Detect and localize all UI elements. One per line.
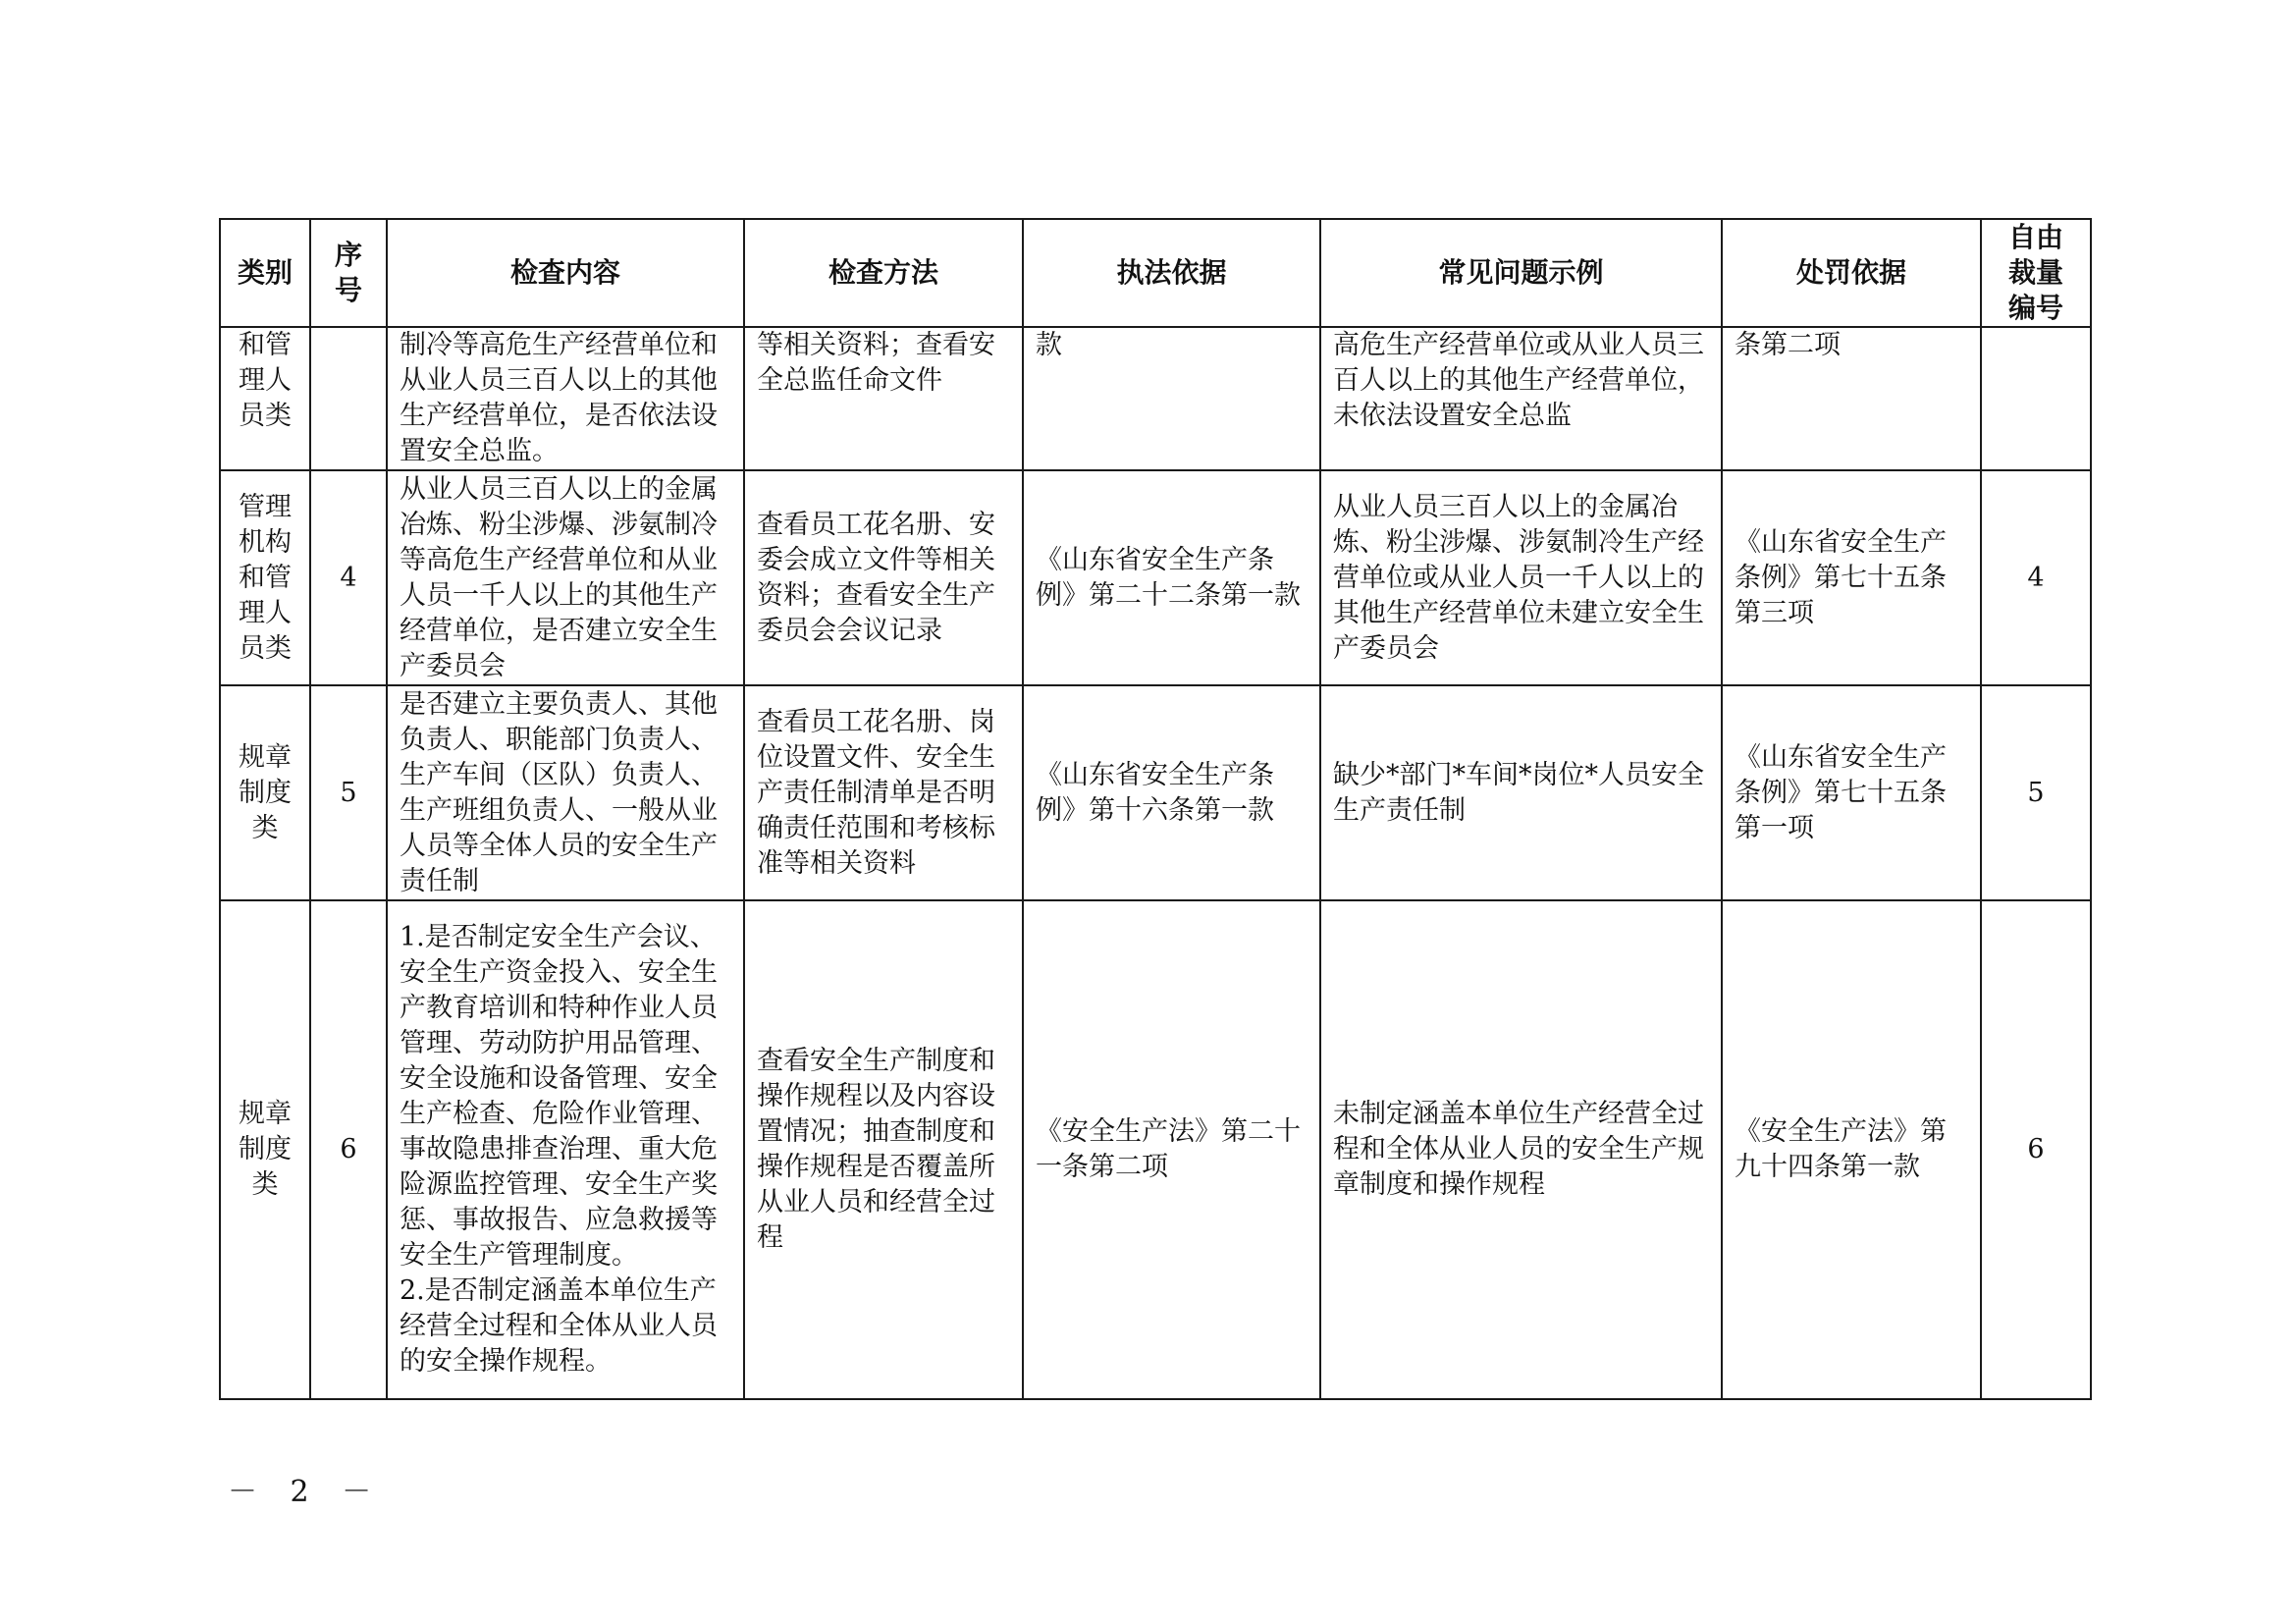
row3-category: 规章制度类 [220,685,310,900]
table-row [220,470,2091,685]
row4-content-item-1: 1.是否制定安全生产会议、安全生产资金投入、安全生产教育培训和特种作业人员管理、劳动防护用品管理、安全设施和设备管理、安全生产检查、危险作业管理、事故隐患排查治理、重大危险源监控管理、安全生产奖惩、事故报告、应急救援等安全生产管理制度。 [400,922,718,1271]
row4-issues: 未制定涵盖本单位生产经营全过程和全体从业人员的安全生产规章制度和操作规程 [1320,900,1722,1399]
row3-discretion: 5 [1981,685,2091,900]
row2-method: 查看员工花名册、安委会成立文件等相关资料；查看安全生产委员会会议记录 [744,470,1023,685]
row1-content: 制冷等高危生产经营单位和从业人员三百人以上的其他生产经营单位，是否依法设置安全总监。 [387,327,744,470]
header-penalty: 处罚依据 [1722,219,1981,327]
table-row [220,327,2091,470]
row2-discretion: 4 [1981,470,2091,685]
row3-issues: 缺少*部门*车间*岗位*人员安全生产责任制 [1320,685,1722,900]
row2-issues: 从业人员三百人以上的金属冶炼、粉尘涉爆、涉氨制冷生产经营单位或从业人员一千人以上的其他生产经营单位未建立安全生产委员会 [1320,470,1722,685]
header-seq: 序号 [310,219,387,327]
row3-seq: 5 [310,685,387,900]
row2-penalty: 《山东省安全生产条例》第七十五条第三项 [1722,470,1981,685]
row4-discretion: 6 [1981,900,2091,1399]
row2-basis: 《山东省安全生产条例》第二十二条第一款 [1023,470,1320,685]
row1-issues: 高危生产经营单位或从业人员三百人以上的其他生产经营单位，未依法设置安全总监 [1320,327,1722,470]
header-basis: 执法依据 [1023,219,1320,327]
inspection-table [219,218,2092,1400]
table-row [220,685,2091,900]
header-content: 检查内容 [387,219,744,327]
row3-penalty: 《山东省安全生产条例》第七十五条第一项 [1722,685,1981,900]
row3-method: 查看员工花名册、岗位设置文件、安全生产责任制清单是否明确责任范围和考核标准等相关资料 [744,685,1023,900]
row3-basis: 《山东省安全生产条例》第十六条第一款 [1023,685,1320,900]
table-header-row [220,219,2091,327]
header-issues: 常见问题示例 [1320,219,1722,327]
row1-category: 和管理人员类 [220,327,310,470]
row1-method: 等相关资料；查看安全总监任命文件 [744,327,1023,470]
row2-seq: 4 [310,470,387,685]
header-discretion: 自由裁量编号 [1981,219,2091,327]
row1-discretion [1981,327,2091,470]
header-method: 检查方法 [744,219,1023,327]
page-number: － 2 － [228,1475,384,1509]
row1-basis: 款 [1023,327,1320,470]
row2-category: 管理机构和管理人员类 [220,470,310,685]
row1-penalty: 条第二项 [1722,327,1981,470]
row1-seq [310,327,387,470]
row4-content [387,900,744,1399]
row4-content-item-2: 2.是否制定涵盖本单位生产经营全过程和全体从业人员的安全操作规程。 [400,1275,718,1377]
row4-category: 规章制度类 [220,900,310,1399]
row2-content: 从业人员三百人以上的金属冶炼、粉尘涉爆、涉氨制冷等高危生产经营单位和从业人员一千人以上的其他生产经营单位，是否建立安全生产委员会 [387,470,744,685]
row4-penalty: 《安全生产法》第九十四条第一款 [1722,900,1981,1399]
row4-method: 查看安全生产制度和操作规程以及内容设置情况；抽查制度和操作规程是否覆盖所从业人员和经营全过程 [744,900,1023,1399]
header-category: 类别 [220,219,310,327]
row4-basis: 《安全生产法》第二十一条第二项 [1023,900,1320,1399]
table-row [220,900,2091,1399]
row3-content: 是否建立主要负责人、其他负责人、职能部门负责人、生产车间（区队）负责人、生产班组负责人、一般从业人员等全体人员的安全生产责任制 [387,685,744,900]
row4-seq: 6 [310,900,387,1399]
